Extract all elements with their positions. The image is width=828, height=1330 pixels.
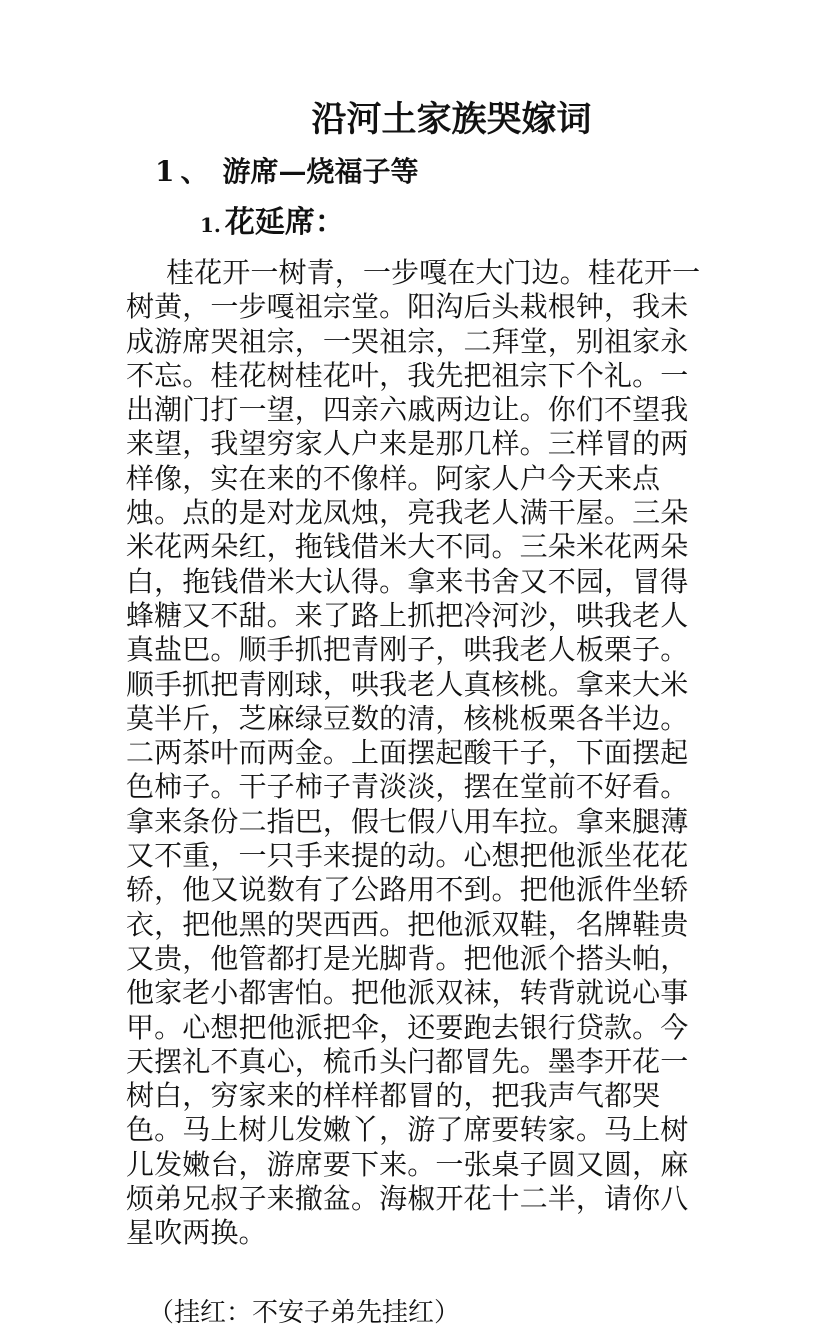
subsection-title: 花延席： [224, 205, 345, 240]
section-title: 游席—烧福子等 [222, 155, 419, 188]
section-separator: 、 [180, 155, 209, 188]
subsection-heading [200, 203, 345, 245]
footnote: （挂红：不安子弟先挂红） [148, 1298, 461, 1328]
section-heading [155, 152, 419, 192]
section-number: 1 [155, 155, 175, 188]
lyric-paragraph: 桂花开一树青，一步嘎在大门边。桂花开一树黄，一步嘎祖宗堂。阳沟后头栽根钟，我未成游席哭祖宗，一哭祖宗，二拜堂，别祖家永不忘。桂花树桂花叶，我先把祖宗下个礼。一出潮门打一望，四亲六戚两边让。你们不望我来望，我望穷家人户来是那几样。三样冒的两样像，实在来的不像样。阿家人户今天来点烛。点的是对龙凤烛，亮我老人满干屋。三朵米花两朵红，拖钱借米大不同。三朵米花两朵白，拖钱借米大认得。拿来书舍又不园，冒得蜂糖又不甜。来了路上抓把冷河沙，哄我老人真盐巴。顺手抓把青刚子，哄我老人板栗子。顺手抓把青刚球，哄我老人真核桃。拿来大米莫半斤，芝麻绿豆数的清，核桃板栗各半边。二两茶叶而两金。上面摆起酸干子，下面摆起色柿子。干子柿子青淡淡，摆在堂前不好看。拿来条份二指巴，假七假八用车拉。拿来腿薄又不重，一只手来提的动。心想把他派坐花花轿，他又说数有了公路用不到。把他派件坐轿衣，把他黑的哭西西。把他派双鞋，名牌鞋贵又贵，他管都打是光脚背。把他派个搭头帕，他家老小都害怕。把他派双袜，转背就说心事甲。心想把他派把伞，还要跑去银行贷款。今天摆礼不真心，梳币头闩都冒先。墨李开花一树白，穷家来的样样都冒的，把我声气都哭色。马上树儿发嫩丫，游了席要转家。马上树儿发嫩台，游席要下来。一张桌子圆又圆，麻烦弟兄叔子来撤盆。海椒开花十二半，请你八星吹两换。 [126, 256, 701, 1250]
subsection-number: 1. [200, 213, 221, 237]
page-title: 沿河土家族哭嫁词 [311, 99, 592, 140]
